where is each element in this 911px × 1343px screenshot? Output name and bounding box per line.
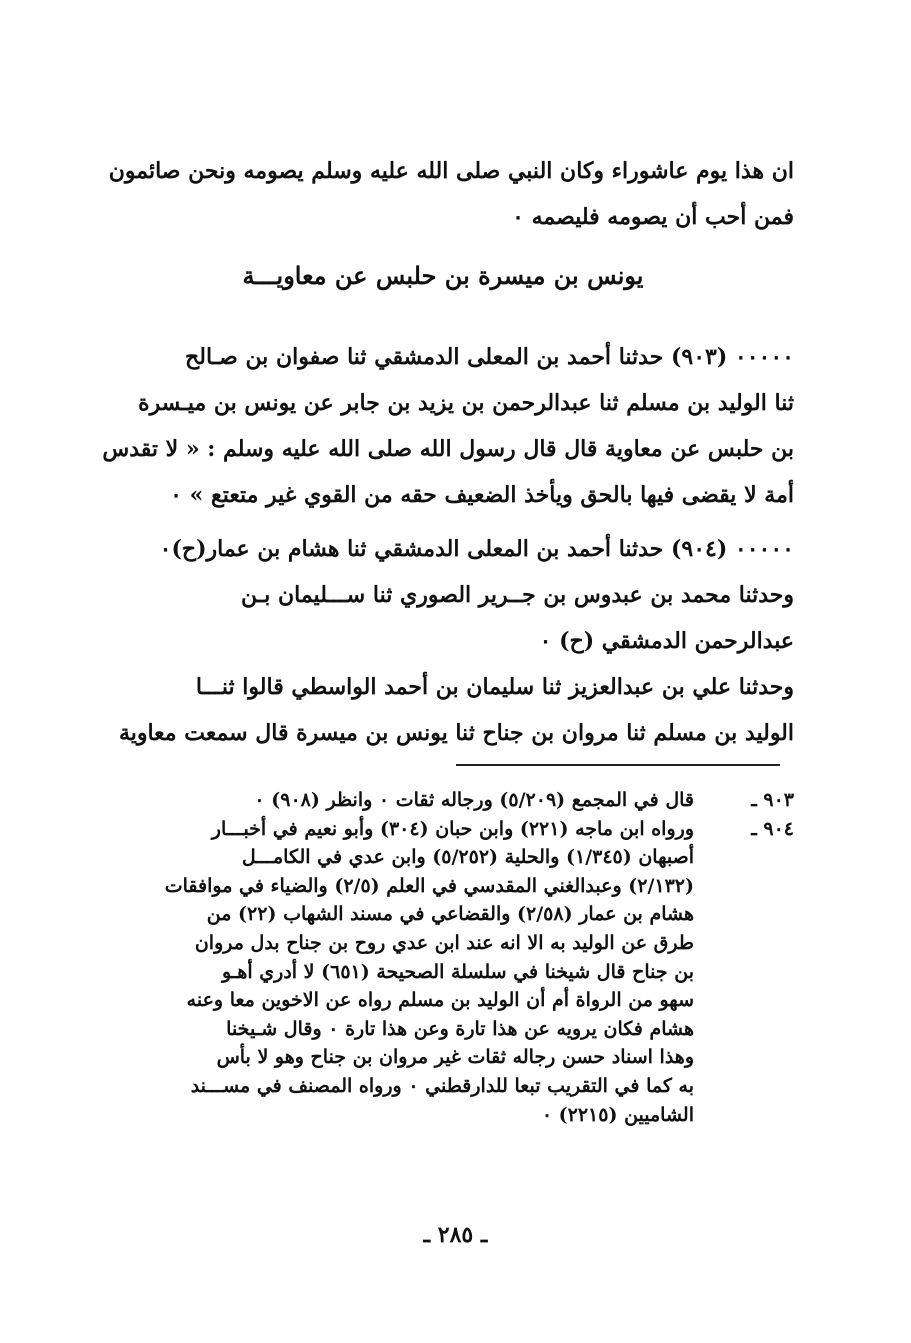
hadith-904-line-2: وحدثنا محمد بن عبدوس بن جــرير الصوري ثنا ســـليمان بـن [241,582,794,608]
hadith-903-line-4: أمة لا يقضى فيها بالحق ويأخذ الضعيف حقه من القوي غير متعتع » ٠ [170,482,794,508]
footnote-904-line-1: ورواه ابن ماجه (٢٢١) وابن حبان (٣٠٤) وأبو نعيم في أخبـــار [211,817,694,840]
footnote-904-line-5: طرق عن الوليد به الا انه عند ابن عدي روح بن جناح بدل مروان [194,931,694,954]
footnote-number: ٩٠٣ ـ [751,789,794,811]
hadith-904 [92,526,794,756]
footnote-904-line-6: بن جناح قال شيخنا في سلسلة الصحيحة (٦٥١) لا أدري أهـو [221,960,694,983]
hadith-903-line-2: ثنا الوليد بن مسلم ثنا عبدالرحمن بن يزيد بن جابر عن يونس بن ميـسرة [138,390,794,416]
intro-line-2: فمن أحب أن يصومه فليصمه ٠ [512,204,794,230]
footnote-904-line-7: سهو من الرواة أم أن الوليد بن مسلم رواه عن الاخوين معا وعنه [186,989,694,1012]
hadith-904-line-3: عبدالرحمن الدمشقي (ح) ٠ [539,628,794,654]
footnote-separator [456,764,780,766]
hadith-903-line-3: بن حلبس عن معاوية قال قال رسول الله صلى الله عليه وسلم : « لا تقدس [102,436,794,462]
footnotes [92,786,794,1129]
footnote-903 [92,786,794,815]
hadith-904-line-4: وحدثنا علي بن عبدالعزيز ثنا سليمان بن أحمد الواسطي قالوا ثنـــا [195,674,794,700]
chapter-heading: يونس بن ميسرة بن حلبس عن معاويـــة [242,261,644,290]
footnote-904-line-2: أصبهان (١/٣٤٥) والحلية (٥/٢٥٢) وابن عدي في الكامـــل [241,846,694,869]
footnote-904-line-10: به كما في التقريب تبعا للدارقطني ٠ ورواه المصنف في مســـند [190,1074,694,1097]
footnote-number: ٩٠٤ ـ [751,817,794,840]
hadith-903 [92,334,794,518]
intro-text [92,148,794,240]
footnote-903-line-1: قال في المجمع (٥/٢٠٩) ورجاله ثقات ٠ وانظر (٩٠٨) ٠ [254,789,694,811]
footnote-904-line-8: هشام فكان يرويه عن هذا تارة وعن هذا تارة ٠ وقال شـيخنا [226,1017,694,1040]
footnote-904-line-3: (٢/١٣٢) وعبدالغني المقدسي في العلم (٢/٥) والضياء في موافقات [164,874,694,897]
footnote-904-line-9: وهذا اسناد حسن رجاله ثقات غير مروان بن جناح وهو لا بأس [216,1046,694,1069]
footnote-904-line-4: هشام بن عمار (٢/٥٨) والقضاعي في مسند الشهاب (٢٢) من [206,903,694,926]
footnote-904 [92,815,794,1130]
hadith-904-line-5: الوليد بن مسلم ثنا مروان بن جناح ثنا يونس بن ميسرة قال سمعت معاوية [118,720,794,746]
footnote-904-line-11: الشاميين (٢٢١٥) ٠ [541,1103,694,1126]
hadith-904-line-1: ٠٠٠٠٠ (٩٠٤) حدثنا أحمد بن المعلى الدمشقي ثنا هشام بن عمار(ح)٠ [159,536,794,562]
intro-line-1: ان هذا يوم عاشوراء وكان النبي صلى الله عليه وسلم يصومه ونحن صائمون [108,158,794,184]
page-number: ـ ٢٨٥ ـ [423,1222,488,1248]
hadith-903-line-1: ٠٠٠٠٠ (٩٠٣) حدثنا أحمد بن المعلى الدمشقي ثنا صفوان بن صـالح [185,344,794,370]
